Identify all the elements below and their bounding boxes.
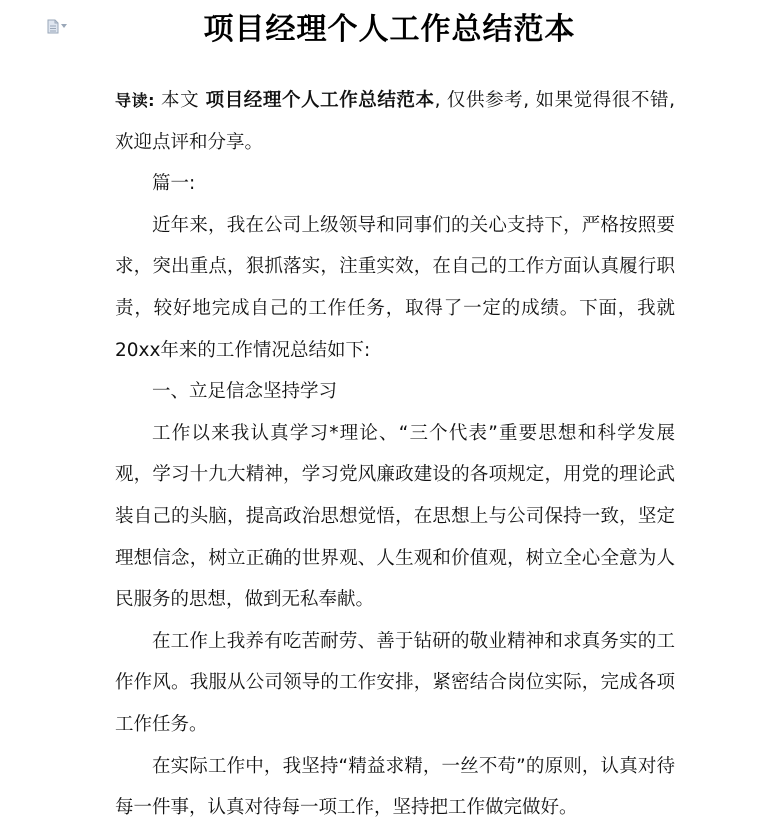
subsection-heading: 一、立足信念坚持学习: [152, 381, 338, 403]
document-title: 项目经理个人工作总结范本: [203, 12, 576, 47]
intro-suffix: , 仅供参考, 如果觉得很不错, 欢迎点评和分享。: [115, 90, 675, 153]
document-body: [115, 80, 675, 829]
body-paragraph: 近年来，我在公司上级领导和同事们的关心支持下，严格按照要求，突出重点，狠抓落实，注重实效，在自己的工作方面认真履行职责，较好地完成自己的工作任务，取得了一定的成绩。下面，我就20xx年来的工作情况总结如下:: [115, 214, 675, 361]
body-paragraph: 在工作上我养有吃苦耐劳、善于钻研的敬业精神和求真务实的工作作风。我服从公司领导的工作安排，紧密结合岗位实际，完成各项工作任务。: [115, 630, 675, 735]
intro-prefix: 本文: [161, 90, 200, 111]
body-paragraph: 工作以来我认真学习*理论、“三个代表”重要思想和科学发展观，学习十九大精神，学习党风廉政建设的各项规定，用党的理论武装自己的头脑，提高政治思想觉悟，在思想上与公司保持一致，坚定理想信念，树立正确的世界观、人生观和价值观，树立全心全意为人民服务的思想，做到无私奉献。: [115, 422, 675, 611]
intro-paragraph: [115, 80, 675, 163]
body-paragraph: 在实际工作中，我坚持“精益求精，一丝不苟”的原则，认真对待每一件事，认真对待每一项工作，坚持把工作做完做好。: [115, 755, 675, 819]
intro-label: 导读:: [115, 91, 155, 110]
intro-highlight: 项目经理个人工作总结范本: [205, 90, 435, 111]
section-heading: 篇一:: [152, 173, 196, 195]
